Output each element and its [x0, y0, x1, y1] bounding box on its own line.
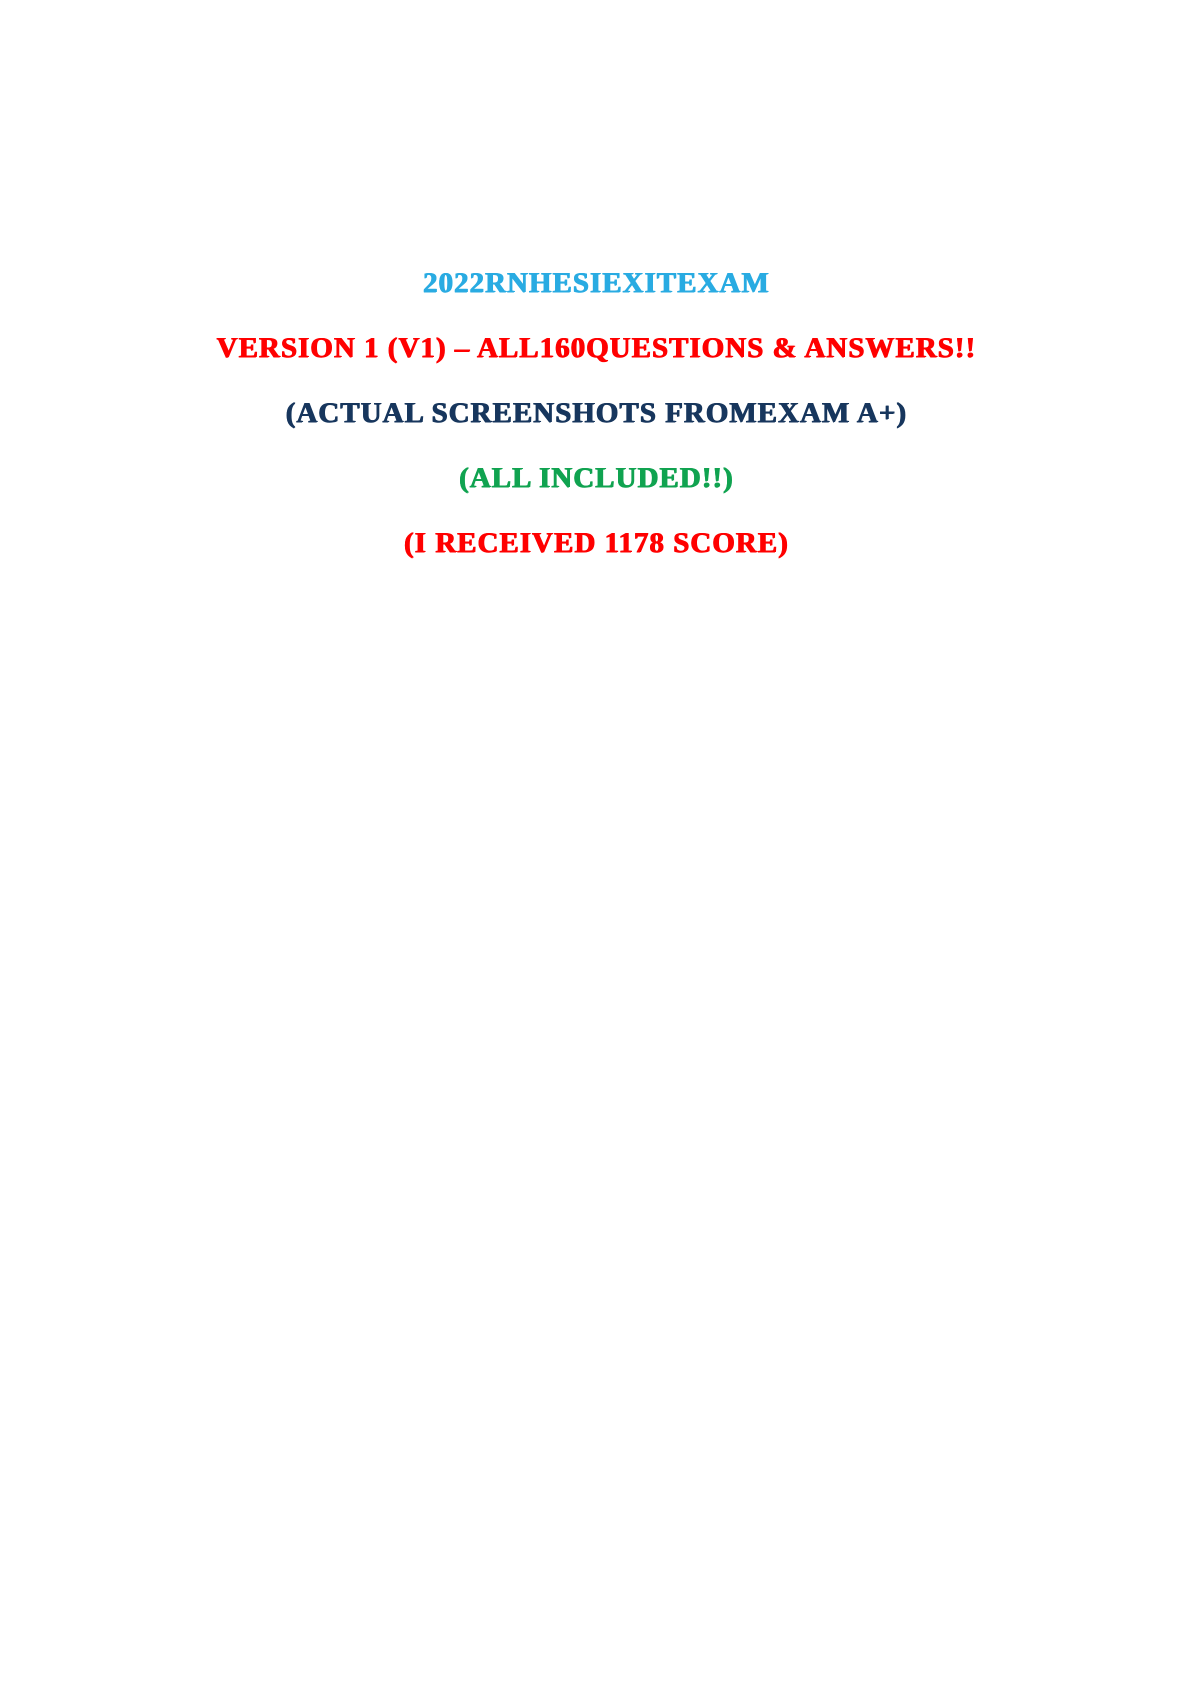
title-line-screenshots: (ACTUAL SCREENSHOTS FROMEXAM A+): [285, 396, 907, 429]
title-line-all-included: (ALL INCLUDED!!): [458, 461, 734, 494]
title-line-score: (I RECEIVED 1178 SCORE): [403, 526, 789, 559]
title-line-version: VERSION 1 (V1) – ALL160QUESTIONS & ANSWERS!!: [216, 331, 976, 364]
title-line-exam-title: 2022RNHESIEXITEXAM: [422, 267, 770, 299]
title-block: [0, 268, 1192, 592]
